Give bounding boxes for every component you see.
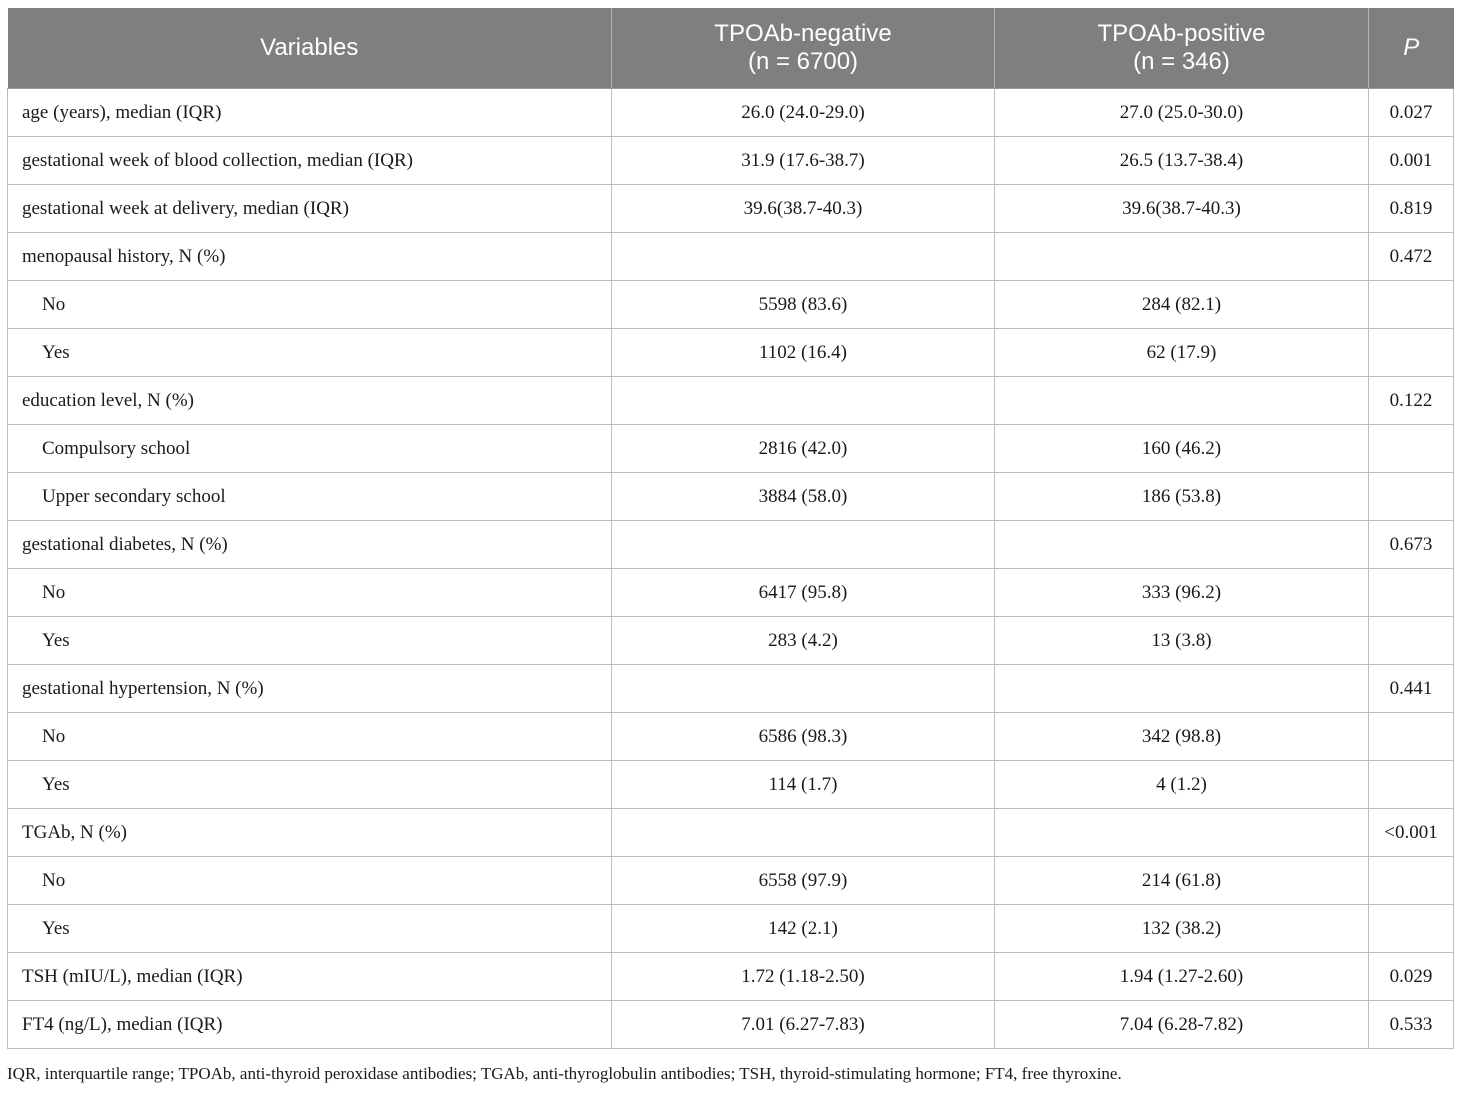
- row-negative-cell: [612, 665, 995, 713]
- table-row: [8, 569, 1454, 617]
- row-positive-cell: 342 (98.8): [995, 713, 1369, 761]
- row-negative-cell: [612, 521, 995, 569]
- data-table-container: [7, 8, 1453, 1049]
- table-row: [8, 233, 1454, 281]
- row-p-value-cell: <0.001: [1369, 809, 1454, 857]
- row-negative-cell: 6586 (98.3): [612, 713, 995, 761]
- table-row: [8, 425, 1454, 473]
- row-p-value-cell: [1369, 617, 1454, 665]
- row-variable-cell: gestational week at delivery, median (IQR): [8, 185, 612, 233]
- table-row: [8, 329, 1454, 377]
- row-p-value-cell: 0.122: [1369, 377, 1454, 425]
- row-p-value-cell: [1369, 857, 1454, 905]
- row-variable-cell: Yes: [8, 905, 612, 953]
- row-positive-cell: [995, 809, 1369, 857]
- header-p-label: P: [1403, 34, 1420, 61]
- data-table: [7, 8, 1454, 1049]
- row-p-value-cell: [1369, 281, 1454, 329]
- row-positive-cell: 284 (82.1): [995, 281, 1369, 329]
- row-negative-cell: 3884 (58.0): [612, 473, 995, 521]
- row-positive-cell: 39.6(38.7-40.3): [995, 185, 1369, 233]
- row-p-value-cell: [1369, 329, 1454, 377]
- row-variable-cell: TSH (mIU/L), median (IQR): [8, 953, 612, 1001]
- row-positive-cell: 7.04 (6.28-7.82): [995, 1001, 1369, 1049]
- row-p-value-cell: 0.027: [1369, 89, 1454, 137]
- table-row: [8, 713, 1454, 761]
- row-negative-cell: 6558 (97.9): [612, 857, 995, 905]
- row-variable-cell: gestational hypertension, N (%): [8, 665, 612, 713]
- row-p-value-cell: [1369, 713, 1454, 761]
- row-positive-cell: 4 (1.2): [995, 761, 1369, 809]
- header-tpoab-positive: [995, 8, 1369, 89]
- row-negative-cell: 39.6(38.7-40.3): [612, 185, 995, 233]
- row-p-value-cell: 0.819: [1369, 185, 1454, 233]
- row-variable-cell: No: [8, 713, 612, 761]
- row-p-value-cell: [1369, 761, 1454, 809]
- row-positive-cell: [995, 521, 1369, 569]
- table-row: [8, 137, 1454, 185]
- row-negative-cell: 2816 (42.0): [612, 425, 995, 473]
- row-variable-cell: Upper secondary school: [8, 473, 612, 521]
- header-tpoab-negative: [612, 8, 995, 89]
- row-positive-cell: 26.5 (13.7-38.4): [995, 137, 1369, 185]
- row-p-value-cell: [1369, 425, 1454, 473]
- row-variable-cell: No: [8, 857, 612, 905]
- table-row: [8, 1001, 1454, 1049]
- row-variable-cell: Yes: [8, 761, 612, 809]
- header-p-value: [1369, 8, 1454, 89]
- table-row: [8, 473, 1454, 521]
- row-negative-cell: [612, 809, 995, 857]
- header-positive-count: (n = 346): [1133, 48, 1230, 75]
- row-positive-cell: 27.0 (25.0-30.0): [995, 89, 1369, 137]
- row-positive-cell: 132 (38.2): [995, 905, 1369, 953]
- row-negative-cell: 1.72 (1.18-2.50): [612, 953, 995, 1001]
- table-row: [8, 857, 1454, 905]
- table-footnote: IQR, interquartile range; TPOAb, anti-thyroid peroxidase antibodies; TGAb, anti-thyroglobulin antibodies; TSH, thyroid-stimulating hormone; FT4, free thyroxine.: [7, 1064, 1122, 1083]
- table-row: [8, 953, 1454, 1001]
- table-row: [8, 377, 1454, 425]
- row-negative-cell: [612, 233, 995, 281]
- row-positive-cell: [995, 233, 1369, 281]
- row-variable-cell: education level, N (%): [8, 377, 612, 425]
- row-negative-cell: 114 (1.7): [612, 761, 995, 809]
- row-variable-cell: gestational diabetes, N (%): [8, 521, 612, 569]
- table-row: [8, 617, 1454, 665]
- row-positive-cell: 186 (53.8): [995, 473, 1369, 521]
- row-p-value-cell: [1369, 569, 1454, 617]
- row-positive-cell: 13 (3.8): [995, 617, 1369, 665]
- row-variable-cell: age (years), median (IQR): [8, 89, 612, 137]
- header-variables-label: Variables: [260, 34, 359, 61]
- table-row: [8, 665, 1454, 713]
- table-header: [8, 8, 1454, 89]
- row-p-value-cell: 0.673: [1369, 521, 1454, 569]
- table-body: [8, 89, 1454, 1049]
- table-row: [8, 185, 1454, 233]
- row-p-value-cell: [1369, 473, 1454, 521]
- table-row: [8, 521, 1454, 569]
- row-variable-cell: Yes: [8, 329, 612, 377]
- table-row: [8, 809, 1454, 857]
- row-p-value-cell: 0.472: [1369, 233, 1454, 281]
- table-row: [8, 761, 1454, 809]
- row-negative-cell: [612, 377, 995, 425]
- row-p-value-cell: 0.441: [1369, 665, 1454, 713]
- row-p-value-cell: 0.029: [1369, 953, 1454, 1001]
- row-p-value-cell: 0.001: [1369, 137, 1454, 185]
- row-negative-cell: 6417 (95.8): [612, 569, 995, 617]
- row-variable-cell: Yes: [8, 617, 612, 665]
- row-negative-cell: 5598 (83.6): [612, 281, 995, 329]
- header-negative-title: TPOAb-negative: [714, 20, 892, 47]
- row-variable-cell: Compulsory school: [8, 425, 612, 473]
- row-negative-cell: 7.01 (6.27-7.83): [612, 1001, 995, 1049]
- table-row: [8, 89, 1454, 137]
- row-positive-cell: 1.94 (1.27-2.60): [995, 953, 1369, 1001]
- row-positive-cell: 333 (96.2): [995, 569, 1369, 617]
- row-positive-cell: 160 (46.2): [995, 425, 1369, 473]
- row-negative-cell: 1102 (16.4): [612, 329, 995, 377]
- table-row: [8, 281, 1454, 329]
- header-row: [8, 8, 1454, 89]
- header-negative-count: (n = 6700): [747, 48, 859, 75]
- header-variables: [8, 8, 612, 89]
- row-variable-cell: TGAb, N (%): [8, 809, 612, 857]
- row-variable-cell: gestational week of blood collection, median (IQR): [8, 137, 612, 185]
- row-variable-cell: FT4 (ng/L), median (IQR): [8, 1001, 612, 1049]
- row-variable-cell: No: [8, 281, 612, 329]
- row-p-value-cell: [1369, 905, 1454, 953]
- row-variable-cell: No: [8, 569, 612, 617]
- header-positive-title: TPOAb-positive: [1097, 20, 1266, 47]
- row-p-value-cell: 0.533: [1369, 1001, 1454, 1049]
- row-positive-cell: 62 (17.9): [995, 329, 1369, 377]
- table-row: [8, 905, 1454, 953]
- row-positive-cell: 214 (61.8): [995, 857, 1369, 905]
- row-positive-cell: [995, 665, 1369, 713]
- row-negative-cell: 142 (2.1): [612, 905, 995, 953]
- row-negative-cell: 26.0 (24.0-29.0): [612, 89, 995, 137]
- row-variable-cell: menopausal history, N (%): [8, 233, 612, 281]
- row-negative-cell: 283 (4.2): [612, 617, 995, 665]
- row-negative-cell: 31.9 (17.6-38.7): [612, 137, 995, 185]
- row-positive-cell: [995, 377, 1369, 425]
